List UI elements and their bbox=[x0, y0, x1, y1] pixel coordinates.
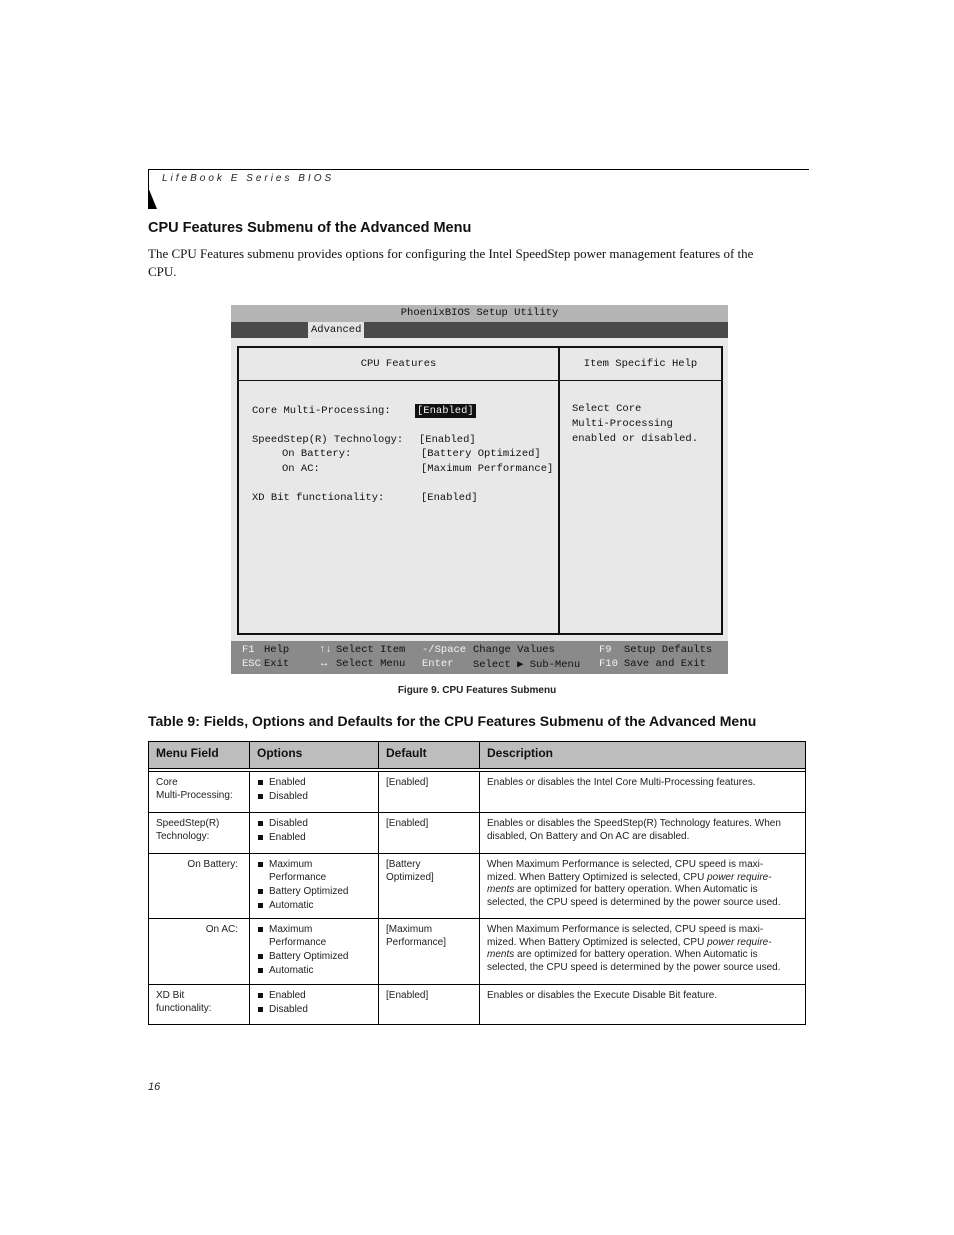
option-item: Disabled bbox=[257, 1004, 371, 1017]
options-cell bbox=[250, 985, 379, 1024]
field-value-core-multi-processing[interactable]: [Enabled] bbox=[417, 405, 474, 417]
description-cell: Enables or disables the SpeedStep(R) Technology features. When disabled, On Battery and On AC are disabled. bbox=[487, 818, 781, 842]
main-pane-header: CPU Features bbox=[239, 348, 558, 381]
intro-paragraph bbox=[148, 245, 808, 281]
column-header: Description bbox=[487, 746, 554, 760]
help-line: Multi-Processing bbox=[572, 418, 673, 430]
intro-line-2: CPU. bbox=[148, 264, 177, 279]
description-cell: Enables or disables the Intel Core Multi-Processing features. bbox=[487, 777, 756, 788]
field-label-speedstep: SpeedStep(R) Technology: bbox=[252, 434, 404, 446]
option-item: Enabled bbox=[257, 990, 371, 1003]
bios-menu-bar bbox=[231, 322, 728, 338]
running-header: LifeBook E Series BIOS bbox=[162, 173, 335, 184]
key-esc-label: Exit bbox=[264, 658, 290, 670]
key-enter-label: Select ▶ Sub-Menu bbox=[473, 659, 581, 671]
default-cell: [Enabled] bbox=[379, 985, 480, 1024]
key-minus-space: -/Space bbox=[422, 644, 467, 656]
field-label-on-battery: On Battery: bbox=[282, 448, 352, 460]
help-pane-header: Item Specific Help bbox=[560, 348, 721, 381]
bios-main-pane bbox=[237, 346, 560, 635]
table-row bbox=[149, 919, 805, 985]
description-cell: When Maximum Performance is selected, CPU speed is maxi- mized. When Battery Optimized is selected, CPU power require- ments are optimized for battery operation. When Automatic is selected, the CPU speed is determined by the power source used. bbox=[487, 924, 781, 973]
table-row bbox=[149, 772, 805, 813]
option-item: Maximum Performance bbox=[257, 924, 371, 949]
default-cell: [Battery Optimized] bbox=[379, 854, 480, 918]
key-f1-label: Help bbox=[264, 644, 290, 656]
default-cell: [Enabled] bbox=[379, 772, 480, 812]
help-line: enabled or disabled. bbox=[572, 433, 699, 445]
figure-caption: Figure 9. CPU Features Submenu bbox=[397, 685, 557, 696]
field-cell: On Battery: bbox=[149, 854, 250, 918]
key-f10: F10 bbox=[599, 658, 618, 670]
section-title: CPU Features Submenu of the Advanced Menu bbox=[148, 220, 472, 236]
fields-table bbox=[148, 741, 806, 1025]
default-cell: [Maximum Performance] bbox=[379, 919, 480, 984]
option-item: Battery Optimized bbox=[257, 886, 371, 899]
options-cell bbox=[250, 813, 379, 853]
key-leftright-label: Select Menu bbox=[336, 658, 406, 670]
field-cell: Core Multi-Processing: bbox=[149, 772, 250, 812]
options-cell bbox=[250, 919, 379, 984]
field-label-xd-bit: XD Bit functionality: bbox=[252, 492, 385, 504]
option-item: Battery Optimized bbox=[257, 951, 371, 964]
options-cell bbox=[250, 772, 379, 812]
page-number: 16 bbox=[148, 1081, 161, 1093]
key-f9-label: Setup Defaults bbox=[624, 644, 713, 656]
table-row bbox=[149, 985, 805, 1024]
option-item: Automatic bbox=[257, 965, 371, 978]
options-cell bbox=[250, 854, 379, 918]
option-item: Maximum Performance bbox=[257, 859, 371, 884]
bios-help-pane bbox=[558, 346, 723, 635]
table-row bbox=[149, 854, 805, 919]
field-value-xd-bit[interactable]: [Enabled] bbox=[421, 492, 478, 504]
field-cell: XD Bit functionality: bbox=[149, 985, 250, 1024]
option-item: Enabled bbox=[257, 777, 371, 790]
key-f1: F1 bbox=[242, 644, 255, 656]
column-header: Options bbox=[250, 742, 379, 768]
intro-line-1: The CPU Features submenu provides options for configuring the Intel SpeedStep power management features of the bbox=[148, 246, 754, 261]
table-title: Table 9: Fields, Options and Defaults for the CPU Features Submenu of the Advanced Menu bbox=[148, 713, 757, 729]
bios-key-legend bbox=[231, 641, 728, 674]
key-esc: ESC bbox=[242, 658, 261, 670]
field-cell: SpeedStep(R) Technology: bbox=[149, 813, 250, 853]
option-item: Enabled bbox=[257, 832, 371, 845]
option-item: Disabled bbox=[257, 818, 371, 831]
option-item: Automatic bbox=[257, 900, 371, 913]
field-cell: On AC: bbox=[149, 919, 250, 984]
bios-title-bar: PhoenixBIOS Setup Utility bbox=[231, 305, 728, 322]
default-cell: [Enabled] bbox=[379, 813, 480, 853]
field-label-core-multi-processing: Core Multi-Processing: bbox=[252, 405, 391, 417]
arrow-left-right-icon: ↔ bbox=[321, 658, 328, 670]
description-cell: When Maximum Performance is selected, CPU speed is maxi- mized. When Battery Optimized is selected, CPU power require- ments are optimized for battery operation. When Automatic is selected, the CPU speed is determined by the power source used. bbox=[487, 859, 781, 908]
table-header-row bbox=[149, 742, 805, 769]
tab-advanced[interactable]: Advanced bbox=[308, 322, 364, 338]
key-f9: F9 bbox=[599, 644, 612, 656]
arrow-up-down-icon: ↑↓ bbox=[319, 644, 332, 656]
key-minus-label: Change Values bbox=[473, 644, 555, 656]
column-header: Menu Field bbox=[149, 742, 250, 768]
option-item: Disabled bbox=[257, 791, 371, 804]
key-f10-label: Save and Exit bbox=[624, 658, 706, 670]
bios-screenshot bbox=[231, 305, 728, 674]
header-rule bbox=[148, 169, 809, 170]
field-value-on-battery[interactable]: [Battery Optimized] bbox=[421, 448, 541, 460]
field-value-speedstep[interactable]: [Enabled] bbox=[419, 434, 476, 446]
key-updown-label: Select Item bbox=[336, 644, 406, 656]
key-enter: Enter bbox=[422, 658, 454, 670]
header-triangle-mark bbox=[148, 187, 157, 209]
field-value-on-ac[interactable]: [Maximum Performance] bbox=[421, 463, 554, 475]
field-label-on-ac: On AC: bbox=[282, 463, 320, 475]
table-row bbox=[149, 813, 805, 854]
help-line: Select Core bbox=[572, 403, 642, 415]
column-header: Default bbox=[379, 742, 480, 768]
description-cell: Enables or disables the Execute Disable Bit feature. bbox=[487, 990, 718, 1001]
